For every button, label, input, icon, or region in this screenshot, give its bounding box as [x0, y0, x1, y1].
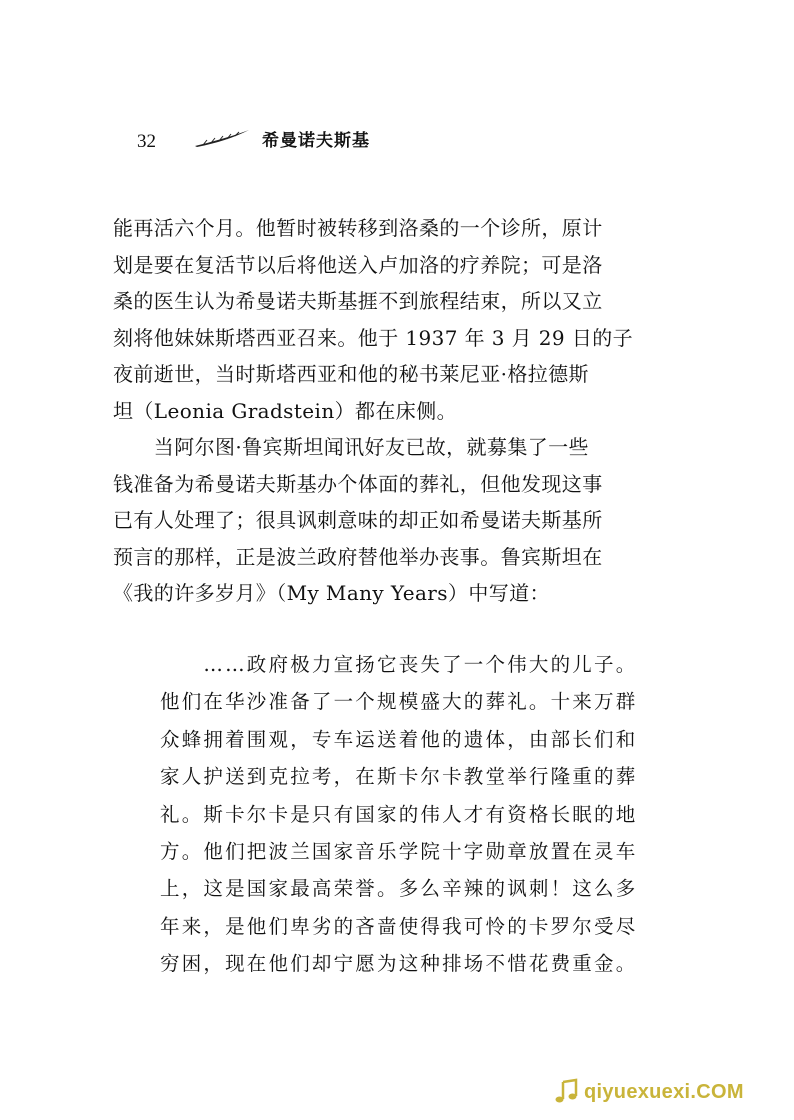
- quote-line: 方。他们把波兰国家音乐学院十字勋章放置在灵车: [160, 839, 638, 863]
- quote-line: 家人护送到克拉考，在斯卡尔卡教堂举行隆重的葬: [160, 765, 638, 789]
- quote-line: ……政府极力宣扬它丧失了一个伟大的儿子。: [160, 653, 638, 676]
- site-watermark: [552, 1076, 772, 1110]
- body-paragraphs: [113, 210, 673, 612]
- music-note-icon: [552, 1078, 580, 1106]
- quote-line: 礼。斯卡尔卡是只有国家的伟人才有资格长眠的地: [160, 802, 638, 826]
- body-line: 刻将他妹妹斯塔西亚召来。他于 1937 年 3 月 29 日的子: [113, 325, 634, 350]
- quote-line: 上，这是国家最高荣誉。多么辛辣的讽刺！这么多: [160, 877, 638, 901]
- body-line: 夜前逝世，当时斯塔西亚和他的秘书莱尼亚·格拉德斯: [113, 362, 589, 386]
- quote-line: 年来，是他们卑劣的吝啬使得我可怜的卡罗尔受尽: [160, 914, 638, 938]
- running-title: 希曼诺夫斯基: [262, 131, 370, 151]
- body-line: 钱准备为希曼诺夫斯基办个体面的葬礼，但他发现这事: [113, 471, 603, 496]
- quote-line: 穷困，现在他们却宁愿为这种排场不惜花费重金。: [160, 952, 638, 976]
- body-line: 当阿尔图·鲁宾斯坦闻讯好友已故，就募集了一些: [113, 435, 589, 459]
- body-line: 桑的医生认为希曼诺夫斯基捱不到旅程结束，所以又立: [113, 289, 603, 313]
- page-number: 32: [137, 131, 156, 152]
- feather-ornament-icon: [193, 126, 253, 150]
- body-line: 划是要在复活节以后将他送入卢加洛的疗养院；可是洛: [113, 252, 603, 277]
- quote-line: 他们在华沙准备了一个规模盛大的葬礼。十来万群: [160, 690, 638, 714]
- body-line: 能再活六个月。他暂时被转移到洛桑的一个诊所，原计: [113, 216, 603, 240]
- watermark-text: qiyuexuexi.COM: [584, 1081, 744, 1103]
- body-line: 预言的那样，正是波兰政府替他举办丧事。鲁宾斯坦在: [113, 544, 603, 569]
- body-line: 已有人处理了；很具讽刺意味的却正如希曼诺夫斯基所: [113, 508, 603, 532]
- page-header: [0, 126, 794, 162]
- block-quote: [160, 646, 680, 983]
- quote-line: 众蜂拥着围观，专车运送着他的遗体，由部长们和: [160, 727, 638, 751]
- body-line: 坦（Leonia Gradstein）都在床侧。: [113, 398, 457, 423]
- body-line: 《我的许多岁月》（My Many Years）中写道：: [113, 581, 550, 605]
